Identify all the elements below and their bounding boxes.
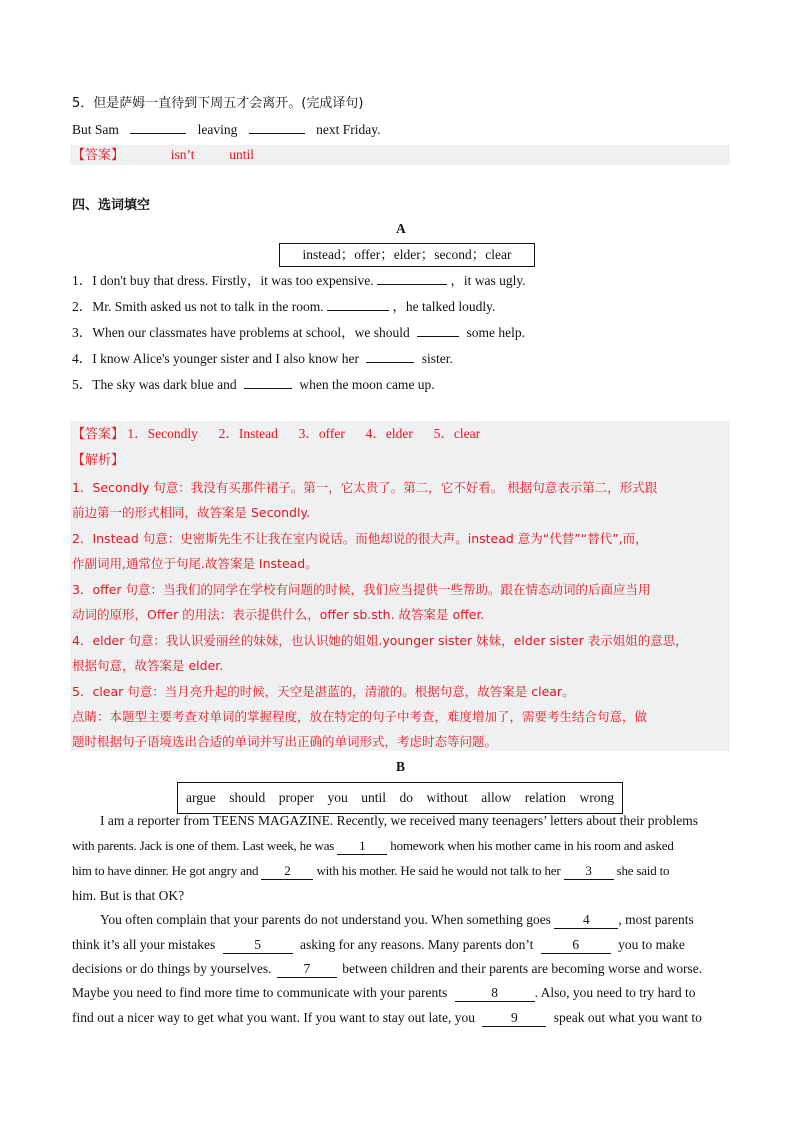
word-box-item: should [229,790,266,805]
explain-5: 5．clear 句意：当月亮升起的时候，天空是湛蓝的，清澈的。根据句意，故答案是 clear。 [72,684,575,699]
q5-chinese: 5．但是萨姆一直待到下周五才会离开。(完成译句) [72,96,364,111]
explain-3a: 3．offer 句意：当我们的同学在学校有问题的时候，我们应当提供一些帮助。跟在情态动词的后面应当用 [72,582,651,597]
passage-p2-l2 [72,935,685,955]
answer-a-line [72,424,480,445]
q5a-blank [244,374,292,389]
part-a-label: A [396,221,406,236]
q1-text-a: 1．I don't buy that dress. Firstly，it was too expensive. [72,273,374,288]
passage-text: find out a nicer way to get what you want. If you want to stay out late, you [72,1010,476,1025]
answer-a-item-4: 4．elder [365,426,413,441]
word-box-item: you [327,790,348,805]
word-box-item: wrong [579,790,614,805]
passage-blank-9: 9 [482,1010,546,1027]
word-box-item: relation [524,790,566,805]
passage-p2-l4 [72,983,696,1003]
word-box-item: proper [278,790,314,805]
passage-text: speak out what you want to [553,1010,702,1025]
passage-text: between children and their parents are becoming worse and worse. [342,961,703,976]
part-a-q5 [72,374,435,395]
q4-text-a: 4．I know Alice's younger sister and I also know her [72,351,360,366]
passage-p1-l4: him. But is that OK? [72,888,185,903]
passage-text: you to make [618,937,685,952]
explain-2b: 作副词用,通常位于句尾.故答案是 Instead。 [72,556,318,571]
passage-p1-l1: I am a reporter from TEENS MAGAZINE. Recently, we received many teenagers’ letters about their problems [100,813,699,828]
answer-a-item-3: 3．offer [298,426,345,441]
passage-text: she said to [616,863,670,878]
q4-text-b: sister. [421,351,453,366]
q4-blank [366,348,414,363]
passage-text: him to have dinner. He got angry and [72,863,259,878]
q3-text-a: 3．When our classmates have problems at school，we should [72,325,410,340]
passage-blank-4: 4 [554,912,618,929]
q5-text-a: But Sam [72,122,119,137]
q5-answer-2: until [229,147,255,162]
q3-blank [417,322,459,337]
q2-text-b: ，he talked loudly. [392,299,496,314]
word-box-item: without [426,790,468,805]
part-a-q3 [72,322,525,343]
part-b-label: B [396,759,406,774]
passage-p2-l5 [72,1008,702,1028]
passage-p1-l3 [72,861,669,881]
passage-p2-l3 [72,959,702,979]
explain-6a: 点睛：本题型主要考查对单词的掌握程度，放在特定的句子中考查，难度增加了，需要考生结合句意，做 [72,709,648,724]
part-a-q4 [72,348,453,369]
q5-blank-1 [130,119,186,134]
passage-p1-l2 [72,836,674,856]
part-b-wordbox [177,782,623,814]
q5-text-c: next Friday. [316,122,381,137]
part-a-q2 [72,296,495,317]
jiexi-tag: 【解析】 [72,453,125,468]
passage-text: decisions or do things by yourselves. [72,961,272,976]
explain-2a: 2．Instead 句意：史密斯先生不让我在室内说话。而他却说的很大声。instead 意为“代替”“替代”,而， [72,531,648,546]
answer-a-item-5: 5．clear [433,426,481,441]
section-title: 四、选词填空 [72,198,151,213]
passage-text: with parents. Jack is one of them. Last week, he was [72,838,335,853]
part-a-wordbox: instead；offer；elder；second；clear [279,243,535,267]
passage-text: . Also, you need to try hard to [534,985,696,1000]
q2-blank [327,296,389,311]
explain-4a: 4．elder 句意：我认识爱丽丝的妹妹，也认识她的姐姐.younger sister 妹妹，elder sister 表示姐姐的意思， [72,633,688,648]
passage-blank-6: 6 [541,937,611,954]
q2-text-a: 2．Mr. Smith asked us not to talk in the room. [72,299,324,314]
passage-text: homework when his mother came in his room and asked [390,838,674,853]
passage-blank-7: 7 [277,961,337,978]
explain-6b: 题时根据句子语境选出合适的单词并写出正确的单词形式，考虑时态等问题。 [72,734,498,749]
passage-text: , most parents [618,912,694,927]
passage-text: think it’s all your mistakes [72,937,216,952]
word-box-item: until [361,790,386,805]
passage-text: You often complain that your parents do not understand you. When something goes [100,912,551,927]
q3-text-b: some help. [466,325,526,340]
passage-blank-5: 5 [223,937,293,954]
word-box-item: argue [185,790,216,805]
q5a-text-a: 5．The sky was dark blue and [72,377,237,392]
word-box-item: allow [481,790,512,805]
q5a-text-b: when the moon came up. [299,377,435,392]
explain-4b: 根据句意，故答案是 elder. [72,658,224,673]
explain-3b: 动词的原形，Offer 的用法：表示提供什么，offer sb.sth. 故答案是 offer. [72,607,485,622]
passage-blank-8: 8 [455,985,535,1002]
passage-blank-2: 2 [261,863,313,880]
explain-1b: 前边第一的形式相同，故答案是 Secondly. [72,505,311,520]
q5-answer [72,145,254,166]
q5-text-b: leaving [197,122,238,137]
part-a-q1 [72,270,526,291]
q5-answer-1: isn’t [170,147,195,162]
passage-text: with his mother. He said he would not talk to her [316,863,561,878]
q5-answer-tag: 【答案】 [72,148,125,163]
passage-text: asking for any reasons. Many parents don’t [300,937,534,952]
word-box-item: do [399,790,413,805]
answer-a-tag: 【答案】 [72,427,125,442]
passage-text: Maybe you need to find more time to communicate with your parents [72,985,448,1000]
explain-1a: 1．Secondly 句意：我没有买那件裙子。第一，它太贵了。第二，它不好看。 根据句意表示第二，形式跟 [72,480,658,495]
passage-blank-1: 1 [337,838,387,855]
passage-p2-l1 [100,910,694,930]
q5-blank-2 [249,119,305,134]
q5-english [72,119,381,140]
passage-blank-3: 3 [564,863,614,880]
q1-blank [377,270,447,285]
q1-text-b: ，it was ugly. [450,273,526,288]
answer-a-item-2: 2．Instead [218,426,278,441]
answer-a-item-1: 1．Secondly [127,426,198,441]
